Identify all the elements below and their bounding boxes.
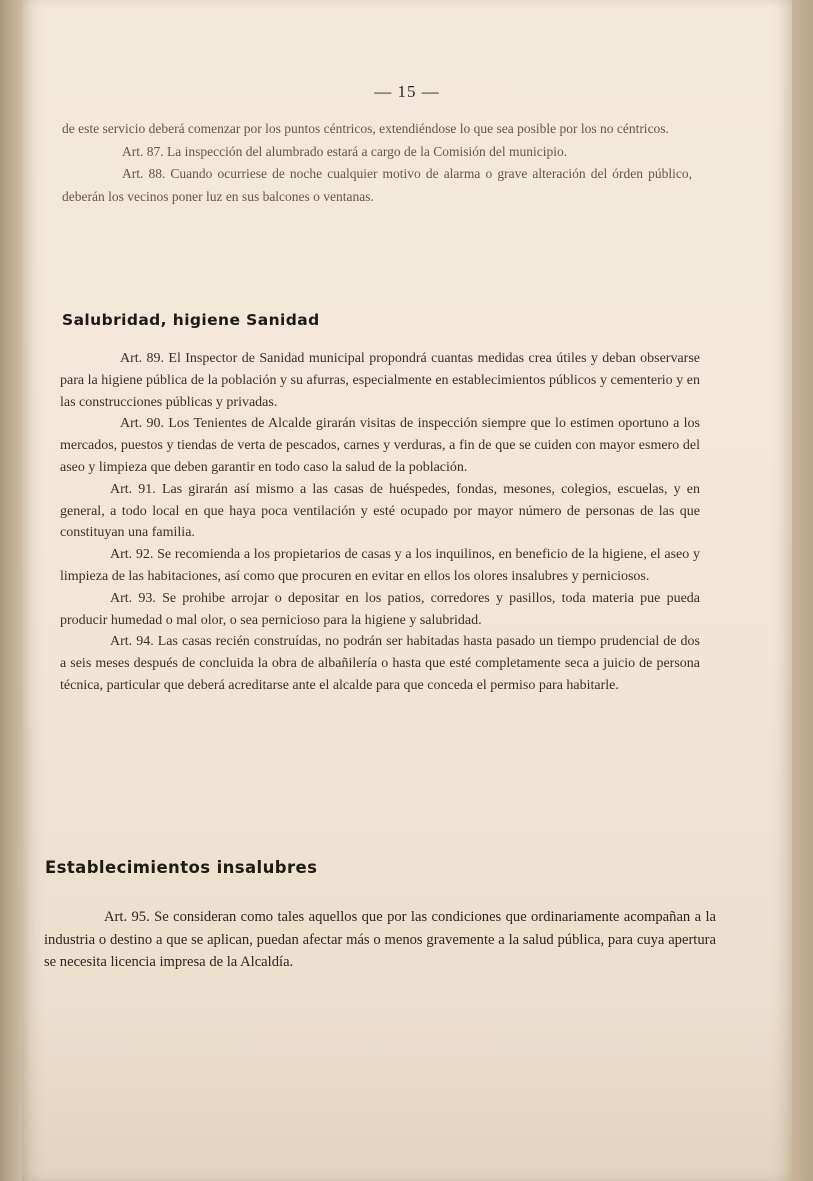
articles-alumbrado-block bbox=[62, 118, 692, 208]
page-number: — 15 — bbox=[374, 82, 440, 101]
article-92: Art. 92. Se recomienda a los propietarios de casas y a los inquilinos, en beneficio de la higiene, el aseo y limpieza de las habitaciones, así como que procuren en evitar en ellos los olores insalubres y perniciosos. bbox=[60, 547, 700, 584]
section-heading-establecimientos: Establecimientos insalubres bbox=[45, 858, 318, 877]
article-88: Art. 88. Cuando ocurriese de noche cualquier motivo de alarma o grave alteración del órden público, deberán los vecinos poner luz en sus balcones o ventanas. bbox=[62, 166, 692, 204]
article-87: Art. 87. La inspección del alumbrado estará a cargo de la Comisión del municipio. bbox=[122, 143, 568, 159]
article-91: Art. 91. Las girarán así mismo a las casas de huéspedes, fondas, mesones, colegios, escuelas, y en general, a todo local en que haya poca ventilación y esté ocupado por mayor número de personas de las que constituyan una familia. bbox=[60, 481, 700, 541]
article-89: Art. 89. El Inspector de Sanidad municipal propondrá cuantas medidas crea útiles y deban observarse para la higiene pública de la población y su afurras, especialmente en establecimientos públicos y cementerio y en las construcciones públicas y privadas. bbox=[60, 351, 700, 410]
article-90: Art. 90. Los Tenientes de Alcalde girarán visitas de inspección siempre que lo estimen oportuno a los mercados, puestos y tiendas de verta de pescados, carnes y verduras, a fin de que se cuiden con mayor esmero del aseo y limpieza que deben garantir en todo caso la salud de la población. bbox=[60, 416, 700, 475]
section-heading-salubridad: Salubridad, higiene Sanidad bbox=[62, 311, 320, 329]
article-95: Art. 95. Se consideran como tales aquellos que por las condiciones que ordinariamente acompañan a la industria o destino a que se aplican, puedan afectar más o menos gravemente a la salud pública, para cuya apertura se necesita licencia impresa de la Alcaldía. bbox=[44, 909, 716, 970]
articles-salubridad-block bbox=[60, 348, 700, 697]
article-93: Art. 93. Se prohibe arrojar o depositar en los patios, corredores y pasillos, toda materia pue pueda producir humedad o mal olor, o sea pernicioso para la higiene y salubridad. bbox=[60, 590, 700, 628]
article-94: Art. 94. Las casas recién construídas, no podrán ser habitadas hasta pasado un tiempo prudencial de dos a seis meses después de concluida la obra de albañilería o hasta que esté completamente seca a juicio de persona técnica, particular que deberá acreditarse ante el alcalde para que conceda el permiso para habitarle. bbox=[60, 634, 700, 693]
articles-establecimientos-block bbox=[44, 906, 716, 974]
document-page bbox=[22, 0, 792, 1181]
continuation-paragraph: de este servicio deberá comenzar por los puntos céntricos, extendiéndose lo que sea posible por los no céntricos. bbox=[62, 121, 669, 136]
